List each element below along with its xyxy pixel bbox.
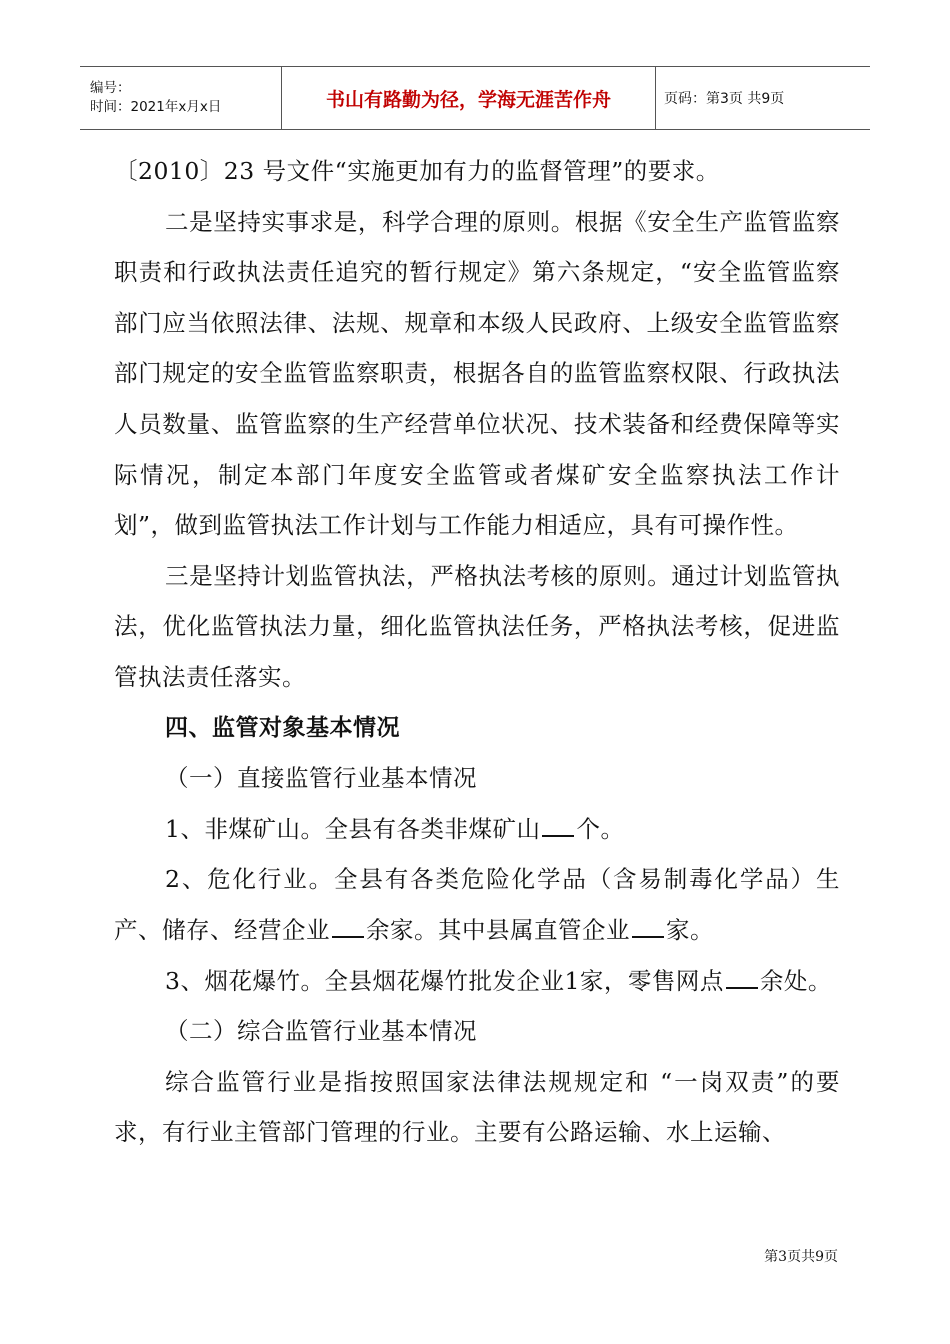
page-header (80, 66, 870, 130)
header-motto: 书山有路勤为径，学海无涯苦作舟 (282, 67, 656, 129)
paragraph-2: 二是坚持实事求是，科学合理的原则。根据《安全生产监管监察职责和行政执法责任追究的暂行规定》第六条规定，“安全监管监察部门应当依照法律、法规、规章和本级人民政府、上级安全监管监察部门规定的安全监管监察职责，根据各自的监管监察权限、行政执法人员数量、监管监察的生产经营单位状况、技术装备和经费保障等实际情况，制定本部门年度安全监管或者煤矿安全监察执法工作计划”，做到监管执法工作计划与工作能力相适应，具有可操作性。 (114, 207, 840, 540)
doc-date-label: 时间：2021年x月x日 (90, 99, 222, 115)
blank-field (332, 916, 364, 938)
page-footer: 第3页共9页 (764, 1249, 838, 1265)
document-body (114, 146, 840, 1158)
item-2-mid: 余家。其中县属直管企业 (366, 915, 630, 944)
subsection-heading-1: （一）直接监管行业基本情况 (165, 764, 477, 793)
header-meta (80, 67, 282, 129)
item-2-tail: 家。 (666, 915, 714, 944)
paragraph-1: 〔2010〕23 号文件“实施更加有力的监督管理”的要求。 (114, 157, 720, 185)
item-2-text: 2、危化行业。全县有各类危险化学品（含易制毒化学品）生产、储存、经营企业 (114, 865, 840, 944)
item-1 (114, 804, 840, 855)
item-3 (114, 956, 840, 1007)
blank-field (542, 815, 574, 837)
blank-field (632, 916, 664, 938)
header-page-code: 页码：第3页 共9页 (664, 91, 785, 107)
paragraph-3: 三是坚持计划监管执法，严格执法考核的原则。通过计划监管执法，优化监管执法力量，细化监管执法任务，严格执法考核，促进监管执法责任落实。 (114, 561, 840, 691)
item-2 (114, 854, 840, 955)
item-1-text: 1、非煤矿山。全县有各类非煤矿山 (165, 814, 541, 843)
blank-field (726, 967, 758, 989)
subsection-heading-2: （二）综合监管行业基本情况 (165, 1017, 477, 1046)
section-heading-4: 四、监管对象基本情况 (165, 714, 400, 741)
item-3-tail: 余处。 (759, 966, 832, 995)
item-1-tail: 个。 (576, 814, 625, 843)
doc-number-label: 编号： (90, 80, 131, 96)
paragraph-last: 综合监管行业是指按照国家法律法规规定和 “一岗双责”的要求，有行业主管部门管理的行业。主要有公路运输、水上运输、 (114, 1067, 840, 1147)
item-3-text: 3、烟花爆竹。全县烟花爆竹批发企业1家，零售网点 (165, 966, 724, 995)
